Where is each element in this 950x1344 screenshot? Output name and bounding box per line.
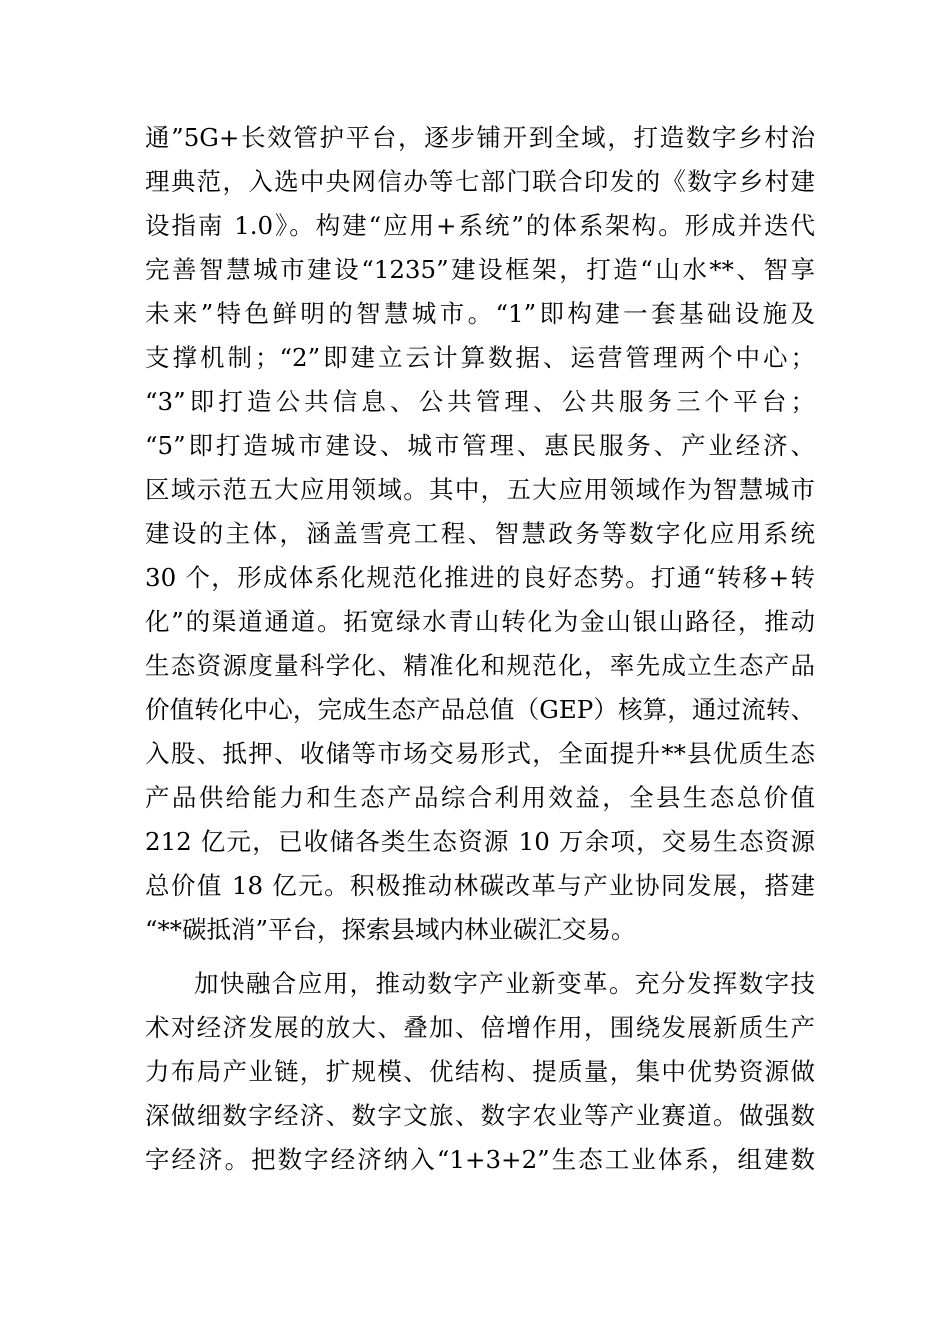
text-line: 理典范，入选中央网信办等七部门联合印发的《数字乡村建 <box>145 167 815 196</box>
text-line: 212 亿元，已收储各类生态资源 10 万余项，交易生态资源 <box>145 827 815 856</box>
text-line: 支撑机制；“2”即建立云计算数据、运营管理两个中心； <box>145 343 815 372</box>
text-line: “5”即打造城市建设、城市管理、惠民服务、产业经济、 <box>145 431 815 460</box>
text-line: “3”即打造公共信息、公共管理、公共服务三个平台； <box>145 387 815 416</box>
text-line: 字经济。把数字经济纳入“1+3+2”生态工业体系，组建数 <box>145 1145 815 1174</box>
text-line: 通”5G+长效管护平台，逐步铺开到全域，打造数字乡村治 <box>145 123 815 152</box>
paragraph-first-line: 加快融合应用，推动数字产业新变革。充分发挥数字技 <box>194 969 815 998</box>
text-line: 30 个，形成体系化规范化推进的良好态势。打通“转移+转 <box>145 563 815 592</box>
text-line: 力布局产业链，扩规模、优结构、提质量，集中优势资源做 <box>145 1057 815 1086</box>
text-line: 区域示范五大应用领域。其中，五大应用领域作为智慧城市 <box>145 475 815 504</box>
text-line: “**碳抵消”平台，探索县域内林业碳汇交易。 <box>145 915 636 944</box>
text-line: 设指南 1.0》。构建“应用+系统”的体系架构。形成并迭代 <box>145 211 815 240</box>
text-line: 入股、抵押、收储等市场交易形式，全面提升**县优质生态 <box>145 739 815 768</box>
text-line: 化”的渠道通道。拓宽绿水青山转化为金山银山路径，推动 <box>145 607 815 636</box>
text-line: 总价值 18 亿元。积极推动林碳改革与产业协同发展，搭建 <box>145 871 815 900</box>
text-line: 完善智慧城市建设“1235”建设框架，打造“山水**、智享 <box>145 255 815 284</box>
text-line: 未来”特色鲜明的智慧城市。“1”即构建一套基础设施及 <box>145 299 815 328</box>
text-line: 术对经济发展的放大、叠加、倍增作用，围绕发展新质生产 <box>145 1013 815 1042</box>
text-line: 价值转化中心，完成生态产品总值（GEP）核算，通过流转、 <box>145 695 815 724</box>
text-line: 深做细数字经济、数字文旅、数字农业等产业赛道。做强数 <box>145 1101 815 1130</box>
text-line: 建设的主体，涵盖雪亮工程、智慧政务等数字化应用系统 <box>145 519 815 548</box>
text-line: 生态资源度量科学化、精准化和规范化，率先成立生态产品 <box>145 651 815 680</box>
text-line: 产品供给能力和生态产品综合利用效益，全县生态总价值 <box>145 783 815 812</box>
